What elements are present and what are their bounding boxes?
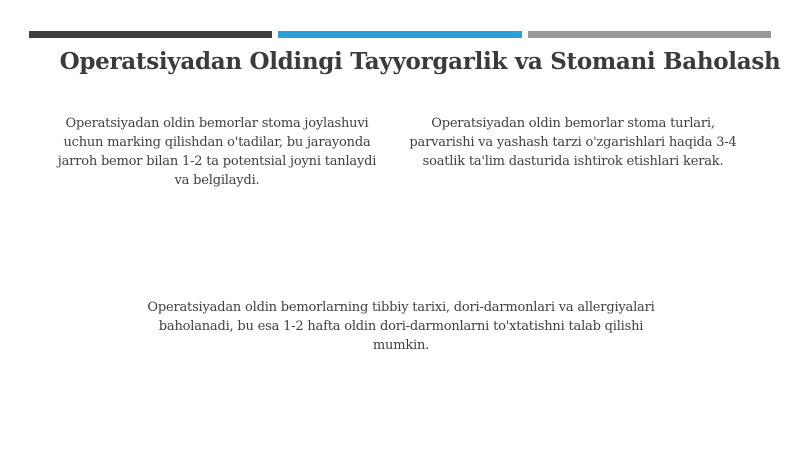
paragraph-medical-history: Operatsiyadan oldin bemorlarning tibbiy tarixi, dori-darmonlari va allergiyalari baholanadi, bu esa 1-2 hafta oldin dori-darmonlarni to'xtatishni talab qilishi mumkin. [147, 300, 655, 353]
slide-title: Operatsiyadan Oldingi Tayyorgarlik va Stomani Baholash [59, 48, 781, 75]
accent-bar-blue [278, 31, 522, 38]
paragraph-education-program: Operatsiyadan oldin bemorlar stoma turlari, parvarishi va yashash tarzi o'zgarishlari haqida 3-4 soatlik ta'lim dasturida ishtirok etishlari kerak. [409, 116, 737, 169]
accent-bar-gray [528, 31, 771, 38]
accent-bar-dark [29, 31, 272, 38]
paragraph-stoma-marking: Operatsiyadan oldin bemorlar stoma joylashuvi uchun marking qilishdan o'tadilar, bu jarayonda jarroh bemor bilan 1-2 ta potentsial joyni tanlaydi va belgilaydi. [57, 116, 377, 188]
